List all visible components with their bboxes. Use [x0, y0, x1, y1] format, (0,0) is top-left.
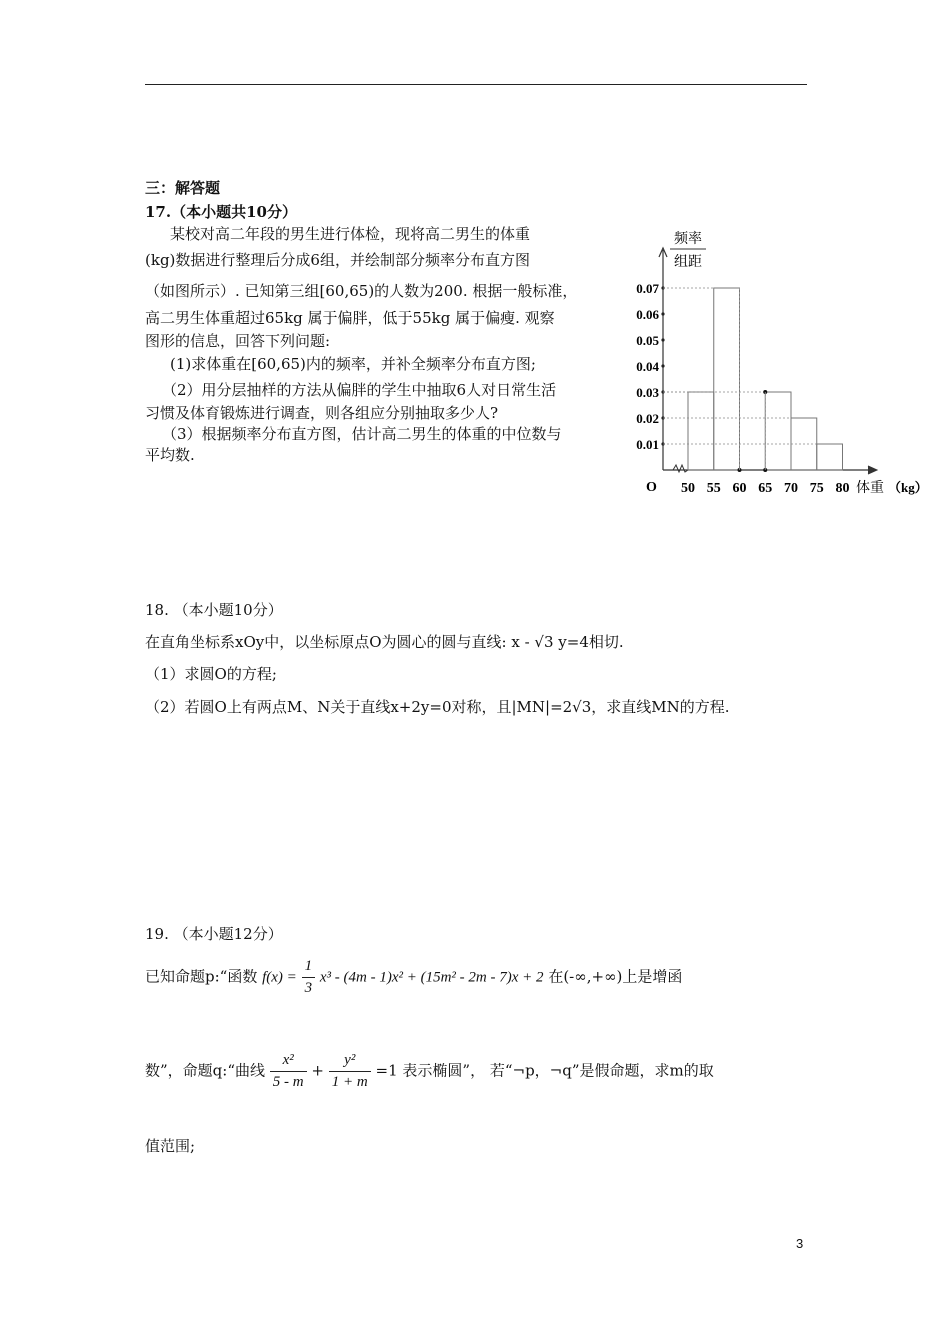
q18-line1: 在直角坐标系xOy中，以坐标原点O为圆心的圆与直线: x - √3 y=4相切. [145, 633, 624, 651]
x-tick-label: 50 [681, 481, 695, 496]
x-axis-arrow [868, 466, 877, 474]
q19-line2-prefix: 数”，命题q:“曲线 [145, 1061, 265, 1080]
x-tick-label: 70 [784, 481, 798, 496]
y-tick-dot [661, 312, 664, 315]
q17-line: 某校对高二年段的男生进行体检，现将高二男生的体重 [170, 225, 531, 243]
q19-line2-suffix: 表示椭圆”， 若“¬p，¬q”是假命题，求m的取 [402, 1061, 714, 1080]
y-tick-label: 0.06 [636, 307, 659, 322]
y-tick-label: 0.07 [636, 281, 659, 296]
page-number: 3 [796, 1236, 804, 1251]
y-tick-dot [661, 364, 664, 367]
y-tick-label: 0.01 [636, 437, 659, 452]
x-tick-label: 75 [809, 481, 824, 496]
frac-numerator: y² [329, 1050, 371, 1072]
q19-frac-third [302, 956, 316, 999]
frequency-histogram [620, 222, 938, 507]
frac-denominator: 3 [304, 980, 313, 996]
q17-line: 平均数. [145, 446, 195, 464]
histogram-bar [765, 392, 791, 470]
q18-header: 18. （本小题10分） [145, 601, 283, 619]
axis-break-mark [673, 465, 688, 472]
q19-eq: =1 [375, 1061, 398, 1080]
y-tick-dot [661, 338, 664, 341]
q17-line: 图形的信息，回答下列问题: [145, 332, 331, 350]
histogram-bar [817, 444, 843, 470]
y-tick-label: 0.05 [636, 333, 659, 348]
x-tick-label: 60 [732, 481, 747, 496]
y-axis-label-bottom: 组距 [674, 254, 702, 270]
q18-part1: （1）求圆O的方程; [145, 665, 277, 683]
y-tick-label: 0.02 [636, 411, 659, 426]
q19-line1-suffix: 在(-∞,+∞)上是增函 [548, 967, 683, 986]
x-axis-unit: （kg） [888, 480, 928, 495]
q19-line1 [145, 956, 682, 999]
histogram-bar [688, 392, 714, 470]
q17-line: （2）用分层抽样的方法从偏胖的学生中抽取6人对日常生活 [162, 381, 557, 399]
y-tick-label: 0.03 [636, 385, 659, 400]
frac-denominator: 5 - m [272, 1074, 304, 1090]
q19-frac-y [329, 1050, 371, 1093]
q17-line: 习惯及体育锻炼进行调查，则各组应分别抽取多少人? [145, 404, 499, 422]
y-tick-label: 0.04 [636, 359, 659, 374]
origin-label: O [646, 480, 657, 495]
q17-line: （3）根据频率分布直方图，估计高二男生的体重的中位数与 [162, 425, 562, 443]
q19-frac-x [270, 1050, 307, 1093]
section-title: 三：解答题 [145, 179, 221, 197]
q19-expression: x³ - (4m - 1)x² + (15m² - 2m - 7)x + 2 [319, 969, 544, 986]
q17-line: （如图所示）. 已知第三组[60,65)的人数为200. 根据一般标准， [145, 282, 578, 300]
x-tick-label: 55 [706, 481, 721, 496]
q19-header: 19. （本小题12分） [145, 925, 283, 943]
q19-line3: 值范围; [145, 1137, 196, 1155]
q19-line1-prefix: 已知命题p:“函数 [145, 967, 258, 986]
header-rule [145, 84, 807, 85]
q17-line: 高二男生体重超过65kg 属于偏胖，低于55kg 属于偏瘦. 观察 [145, 309, 555, 327]
x-tick-label: 80 [835, 481, 850, 496]
x-tick-label: 65 [758, 481, 773, 496]
q19-func: f(x) = [262, 969, 297, 986]
histogram-bar [714, 288, 740, 470]
x-axis-label: 体重 [856, 480, 884, 496]
q17-line: (kg)数据进行整理后分成6组，并绘制部分频率分布直方图 [145, 251, 530, 269]
y-axis-label-top: 频率 [674, 231, 702, 247]
frac-denominator: 1 + m [331, 1074, 368, 1090]
q17-header: 17.（本小题共10分） [145, 203, 297, 221]
q18-part2: （2）若圆O上有两点M、N关于直线x+2y=0对称，且|MN|=2√3，求直线MN的方程. [145, 698, 730, 716]
q17-line: (1)求体重在[60,65)内的频率，并补全频率分布直方图; [170, 355, 536, 373]
frac-numerator: 1 [302, 956, 316, 978]
frac-numerator: x² [270, 1050, 307, 1072]
q19-line2 [145, 1050, 714, 1093]
q19-plus: + [311, 1061, 324, 1080]
